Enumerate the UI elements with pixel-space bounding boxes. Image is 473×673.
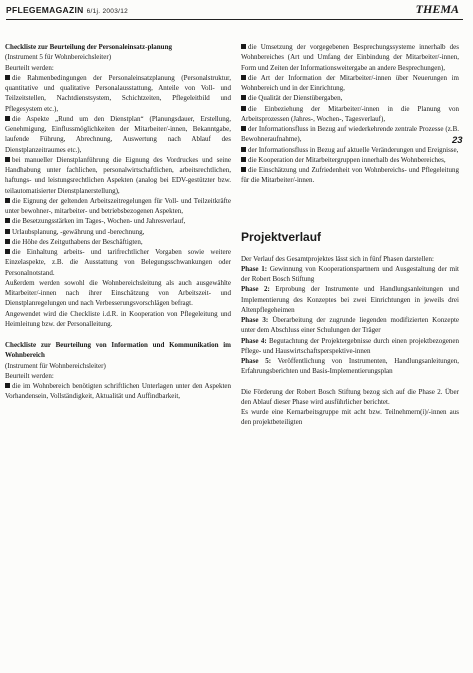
list-item: die Umsetzung der vorgegebenen Besprechungssysteme innerhalb des Wohnbereiches (Art und Umfang der Einbindung der Mitarbeiter/-innen, Form und Zeiten der Informationsweitergabe an andere Besprechungen), <box>241 43 459 72</box>
checklist-1-eval-label: Beurteilt werden: <box>5 63 54 72</box>
bullet-square-icon <box>5 157 10 162</box>
list-item: die Einbeziehung der Mitarbeiter/-innen in die Planung von Arbeitsprozessen (Jahres-, Wochen-, Tagesverlauf), <box>241 104 459 123</box>
list-item: Urlaubsplanung, -gewährung und -berechnung, <box>5 227 231 237</box>
list-item: die Eignung der geltenden Arbeitszeitregelungen für Voll- und Teilzeitkräfte unter bewohner-, mitarbeiter- und betriebsbezogenen Aspekten, <box>5 196 231 215</box>
bullet-square-icon <box>5 198 10 203</box>
bullet-square-icon <box>241 147 246 152</box>
phase-item: Phase 4: Begutachtung der Projektergebnisse durch einen projektbezogenen Pflege- und Hauswirtschaftsperspektive-innen <box>241 336 459 355</box>
checklist-2-eval-label: Beurteilt werden: <box>5 371 54 380</box>
list-item: die Rahmenbedingungen der Personaleinsatzplanung (Personalstruktur, quantitative und qualitative Personalausstattung, Anteile von Voll- und Teilzeitstellen, Nachtdienstsystem, Schichtzeiten, Pflegeleitbild und Pflegesystem etc.), <box>5 73 231 113</box>
intro-paragraph: Der Verlauf des Gesamtprojektes lässt sich in fünf Phasen darstellen: <box>241 254 434 263</box>
left-column <box>5 42 231 402</box>
spacer <box>241 244 459 254</box>
list-item: die Einhaltung arbeits- und tarifrechtlicher Vorgaben sowie weitere Einzelaspekte, z.B. die Ausstattung von Belegungsschwankungen oder Personalnotstand. <box>5 248 231 277</box>
list-item: die Kooperation der Mitarbeitergruppen innerhalb des Wohnbereiches, <box>241 155 459 165</box>
checklist-1-paragraph: Außerdem werden sowohl die Wohnbereichsleitung als auch ausgewählte Mitarbeiter/-innen nach ihrer Einschätzung von Arbeitszeit- und Dienstplanregelungen und nach Verbesserungsvorschlägen befragt. <box>5 278 231 308</box>
list-item: die Höhe des Zeitguthabens der Beschäftigten, <box>5 237 231 247</box>
checklist-1-paragraph: Angewendet wird die Checkliste i.d.R. in Kooperation von Pflegeleitung und Heimleitung bzw. der Personalleitung. <box>5 309 231 328</box>
checklist-2-title: Checkliste zur Beurteilung von Information und Kommunikation im Wohnbereich <box>5 341 231 360</box>
spacer <box>5 329 231 340</box>
phase-item: Phase 1: Gewinnung von Kooperationspartnern und Ausgestaltung der mit der Robert Bosch Stiftung <box>241 264 460 283</box>
bullet-square-icon <box>241 126 246 131</box>
checklist-2-meta: (Instrument für Wohnbereichsleiter) <box>5 361 106 370</box>
checklist-2-items-continued <box>241 42 459 186</box>
bullet-square-icon <box>5 218 10 223</box>
spacer <box>241 186 459 230</box>
page-number: 23 <box>452 135 463 146</box>
bullet-square-icon <box>241 106 246 111</box>
list-item: der Informationsfluss in Bezug auf aktuelle Veränderungen und Ereignisse, <box>241 145 459 155</box>
section-label: THEMA <box>415 2 459 16</box>
bullet-square-icon <box>241 167 246 172</box>
phase-item: Phase 2: Erprobung der Instrumente und Handlungsanleitungen und Implementierung des Konzeptes bei zwei Einrichtungen in jeweils drei Altenpflegeheimen <box>241 285 459 314</box>
checklist-1-meta: (Instrument 5 für Wohnbereichsleiter) <box>5 53 112 62</box>
bullet-square-icon <box>5 116 10 121</box>
phase-list <box>241 264 459 377</box>
checklist-1-title: Checkliste zur Beurteilung der Personaleinsatz-planung <box>5 43 172 51</box>
list-item: die Aspekte „Rund um den Dienstplan“ (Planungsdauer, Erstellung, Genehmigung, Einflussmöglichkeiten der Mitarbeiter/-innen, Bekanntgabe, laufende Führung, Abrechnung, Auswertung nach Ablauf des Dienstplanzeitraumes etc.), <box>5 114 231 154</box>
bullet-square-icon <box>5 239 10 244</box>
magazine-name: PFLEGEMAGAZIN 6/1j. 2003/12 <box>6 5 129 15</box>
bullet-square-icon <box>5 383 10 388</box>
bullet-square-icon <box>241 157 246 162</box>
spacer <box>241 377 459 387</box>
section-heading-projektverlauf: Projektverlauf <box>241 229 322 244</box>
bullet-square-icon <box>5 229 10 234</box>
bullet-square-icon <box>5 249 10 254</box>
page-header <box>0 0 473 26</box>
list-item: die Einschätzung und Zufriedenheit von Wohnbereichs- und Pflegeleitung für die Mitarbeiter/-innen. <box>241 166 459 185</box>
list-item: die Qualität der Dienstübergaben, <box>241 93 459 103</box>
bullet-square-icon <box>5 75 10 80</box>
phase-item: Phase 5: Veröffentlichung von Instrumenten, Handlungsanleitungen, Erfahrungsberichten und Basis-Implementierungsplan <box>241 357 459 376</box>
closing-paragraph: Es wurde eine Kernarbeitsgruppe mit acht bzw. Teilnehmern(i)/-innen aus den projektbeteiligten <box>241 408 459 427</box>
list-item: die Art der Information der Mitarbeiter/-innen über Neuerungen im Wohnbereich und in der Einrichtung, <box>241 73 459 92</box>
bullet-square-icon <box>241 75 246 80</box>
list-item: die Besetzungsstärken im Tages-, Wochen- und Jahresverlauf, <box>5 216 231 226</box>
list-item: der Informationsfluss in Bezug auf wiederkehrende zentrale Prozesse (z.B. Bewohneraufnahme), <box>241 125 459 144</box>
list-item: die im Wohnbereich benötigten schriftlichen Unterlagen unter den Aspekten Vorhandensein, Vollständigkeit, Aktualität und Auffindbarkeit, <box>5 382 231 401</box>
closing-paragraph: Die Förderung der Robert Bosch Stiftung bezog sich auf die Phase 2. Über den Ablauf dieser Phase wird ausführlicher berichtet. <box>241 387 459 406</box>
checklist-1-items <box>5 73 231 278</box>
bullet-square-icon <box>241 95 246 100</box>
phase-item: Phase 3: Überarbeitung der zugrunde liegenden modifizierten Konzepte unter dem Abschluss einer Schulungen der Träger <box>241 316 459 335</box>
list-item: bei manueller Dienstplanführung die Eignung des Vordruckes und seine Handhabung unter fachlichen, personalwirtschaftlichen, arbeitsrechtlichen, haftungs- und leistungsrechtlichen Aspekten (analog bei EDV-gestützter bzw. teilautomatisierter Dienstplanerstellung), <box>5 155 231 195</box>
issue-number: 6/1j. 2003/12 <box>86 8 129 15</box>
header-rule <box>6 19 463 20</box>
right-column <box>241 42 459 428</box>
bullet-square-icon <box>241 44 246 49</box>
